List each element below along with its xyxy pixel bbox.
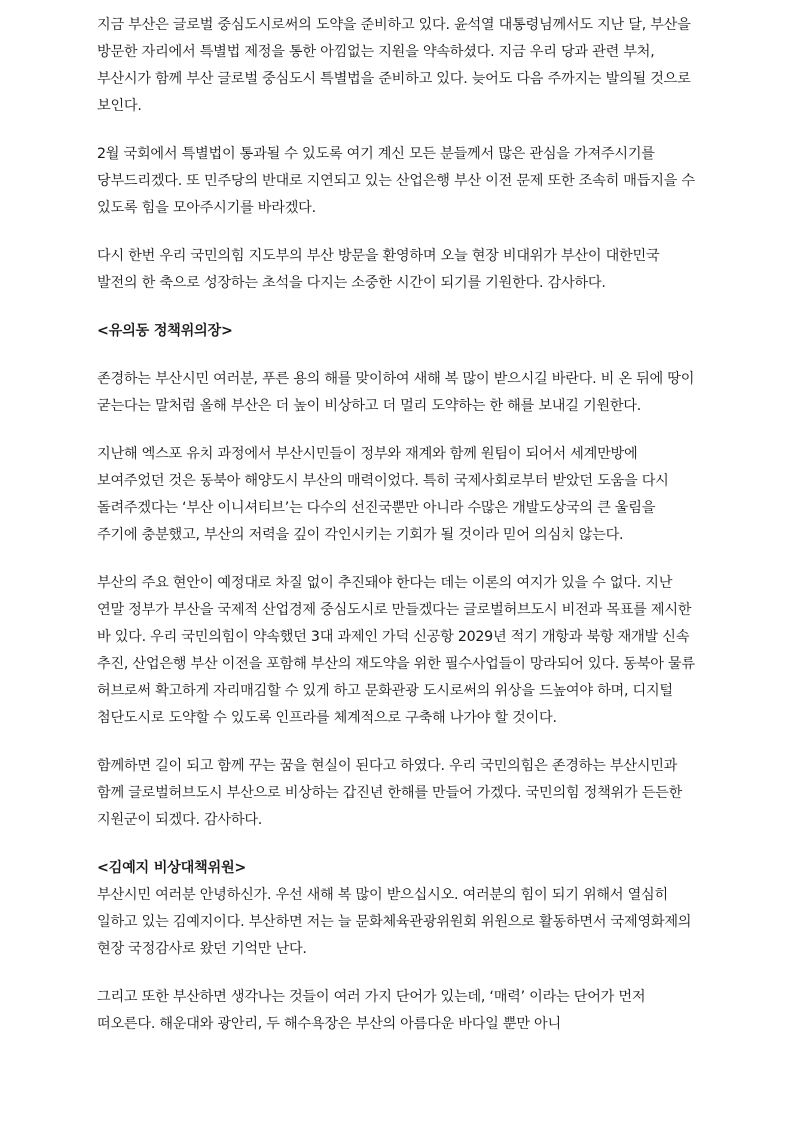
section-heading-speaker: <김예지 비상대책위원> <box>97 860 247 876</box>
paragraph: 그리고 또한 부산하면 생각나는 것들이 여러 가지 단어가 있는데, ‘매력’ 이라는 단어가 먼저 떠오른다. 해운대와 광안리, 두 해수욕장은 부산의 아름다운 바다일 뿐만 아니 <box>97 989 646 1032</box>
paragraph: 지난해 엑스포 유치 과정에서 부산시민들이 정부와 재계와 함께 원팀이 되어서 세계만방에 보여주었던 것은 동북아 해양도시 부산의 매력이었다. 특히 국제사회로부터 받았던 도움을 다시 돌려주겠다는 ‘부산 이니셔티브’는 다수의 선진국뿐만 아니라 수많은 개발도상국의 큰 울림을 주기에 충분했고, 부산의 저력을 깊이 각인시키는 기회가 될 것이라 믿어 의심치 않는다. <box>97 446 669 543</box>
document-body <box>97 12 699 1038</box>
paragraph: 지금 부산은 글로벌 중심도시로써의 도약을 준비하고 있다. 윤석열 대통령님께서도 지난 달, 부산을 방문한 자리에서 특별법 제정을 통한 아낌없는 지원을 약속하셨다. 지금 우리 당과 관련 부처, 부산시가 함께 부산 글로벌 중심도시 특별법을 준비하고 있다. 늦어도 다음 주까지는 발의될 것으로 보인다. <box>97 17 691 114</box>
paragraph-gap <box>97 549 699 570</box>
paragraph-gap <box>97 420 699 441</box>
paragraph: 부산시민 여러분 안녕하신가. 우선 새해 복 많이 받으십시오. 여러분의 힘이 되기 위해서 열심히 일하고 있는 김예지이다. 부산하면 저는 늘 문화체육관광위원회 위원으로 활동하면서 국제영화제의 현장 국정감사로 왔던 기억만 난다. <box>97 887 692 957</box>
paragraph-gap <box>97 222 699 243</box>
paragraph: 2월 국회에서 특별법이 통과될 수 있도록 여기 계신 모든 분들께서 많은 관심을 가져주시기를 당부드리겠다. 또 민주당의 반대로 지연되고 있는 산업은행 부산 이전 문제 또한 조속히 매듭지을 수 있도록 힘을 모아주시기를 바라겠다. <box>97 146 695 216</box>
paragraph-gap <box>97 963 699 984</box>
paragraph-gap <box>97 834 699 855</box>
paragraph: 함께하면 길이 되고 함께 꾸는 꿈을 현실이 된다고 하였다. 우리 국민의힘은 존경하는 부산시민과 함께 글로벌허브도시 부산으로 비상하는 갑진년 한해를 만들어 가겠다. 국민의힘 정책위가 든든한 지원군이 되겠다. 감사하다. <box>97 758 683 828</box>
paragraph-gap <box>97 732 699 753</box>
paragraph-gap <box>97 120 699 141</box>
paragraph: 존경하는 부산시민 여러분, 푸른 용의 해를 맞이하여 새해 복 많이 받으시길 바란다. 비 온 뒤에 땅이 굳는다는 말처럼 올해 부산은 더 높이 비상하고 더 멀리 도약하는 한 해를 보내길 기원한다. <box>97 371 695 414</box>
paragraph: 부산의 주요 현안이 예정대로 차질 없이 추진돼야 한다는 데는 이론의 여지가 있을 수 없다. 지난 연말 정부가 부산을 국제적 산업경제 중심도시로 만들겠다는 글로벌허브도시 비전과 목표를 제시한 바 있다. 우리 국민의힘이 약속했던 3대 과제인 가덕 신공항 2029년 적기 개항과 북항 재개발 신속 추진, 산업은행 부산 이전을 포함해 부산의 재도약을 위한 필수사업들이 망라되어 있다. 동북아 물류 허브로써 확고하게 자리매김할 수 있게 하고 문화관광 도시로써의 위상을 드높여야 하며, 디지털 첨단도시로 도약할 수 있도록 인프라를 체계적으로 구축해 나가야 할 것이다. <box>97 575 695 726</box>
paragraph-gap <box>97 345 699 366</box>
paragraph-gap <box>97 297 699 318</box>
paragraph: 다시 한번 우리 국민의힘 지도부의 부산 방문을 환영하며 오늘 현장 비대위가 부산이 대한민국 발전의 한 축으로 성장하는 초석을 다지는 소중한 시간이 되기를 기원한다. 감사하다. <box>97 248 660 291</box>
section-heading-speaker: <유의동 정책위의장> <box>97 323 233 339</box>
